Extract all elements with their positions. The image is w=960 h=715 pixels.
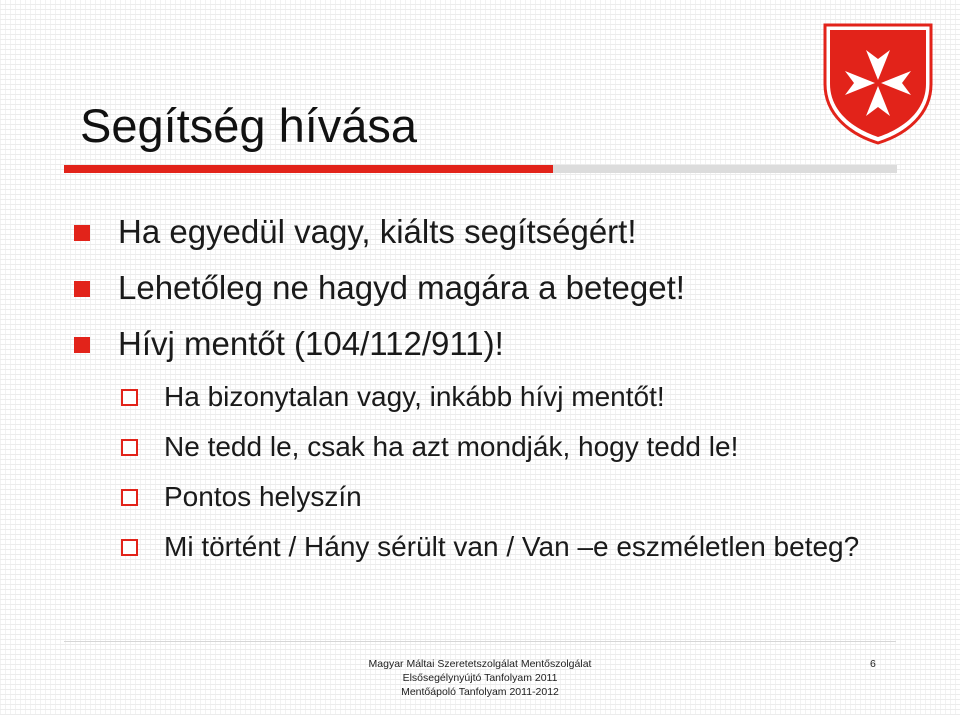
footer-line-course-1: Elsősegélynyújtó Tanfolyam 2011 [402,672,558,684]
footer [300,657,660,699]
slide: Segítség hívása Ha egyedül vagy, kiálts segítségért! Lehetőleg ne hagyd magára a beteget! Hívj mentőt (104/112/911)! Ha bizonytalan vagy, inkább hívj mentőt! Ne tedd le, csak ha azt mondják, hogy tedd le! Pontos helyszín Mi történt / Hány sérült van / Van –e eszméletlen beteg? Magyar Máltai Szeretetszolgálat Mentőszolgálat Elsősegélynyújtó Tanfolyam 2011 Mentőápoló Tanfolyam 2011-2012 6 [0,0,960,715]
red-hollow-square-bullet-icon [121,389,138,406]
red-square-bullet-icon [74,225,90,241]
title-underline-accent [64,165,553,173]
maltese-cross-shield-icon [822,22,934,146]
page-number: 6 [870,658,876,670]
title-underline-gray [553,165,897,173]
red-hollow-square-bullet-icon [121,539,138,556]
red-hollow-square-bullet-icon [121,439,138,456]
footer-line-organization: Magyar Máltai Szeretetszolgálat Mentőszolgálat [368,658,592,670]
red-square-bullet-icon [74,337,90,353]
red-square-bullet-icon [74,281,90,297]
footer-divider [64,641,896,642]
slide-title: Segítség hívása [80,99,418,152]
red-hollow-square-bullet-icon [121,489,138,506]
footer-line-course-2: Mentőápoló Tanfolyam 2011-2012 [401,686,559,698]
